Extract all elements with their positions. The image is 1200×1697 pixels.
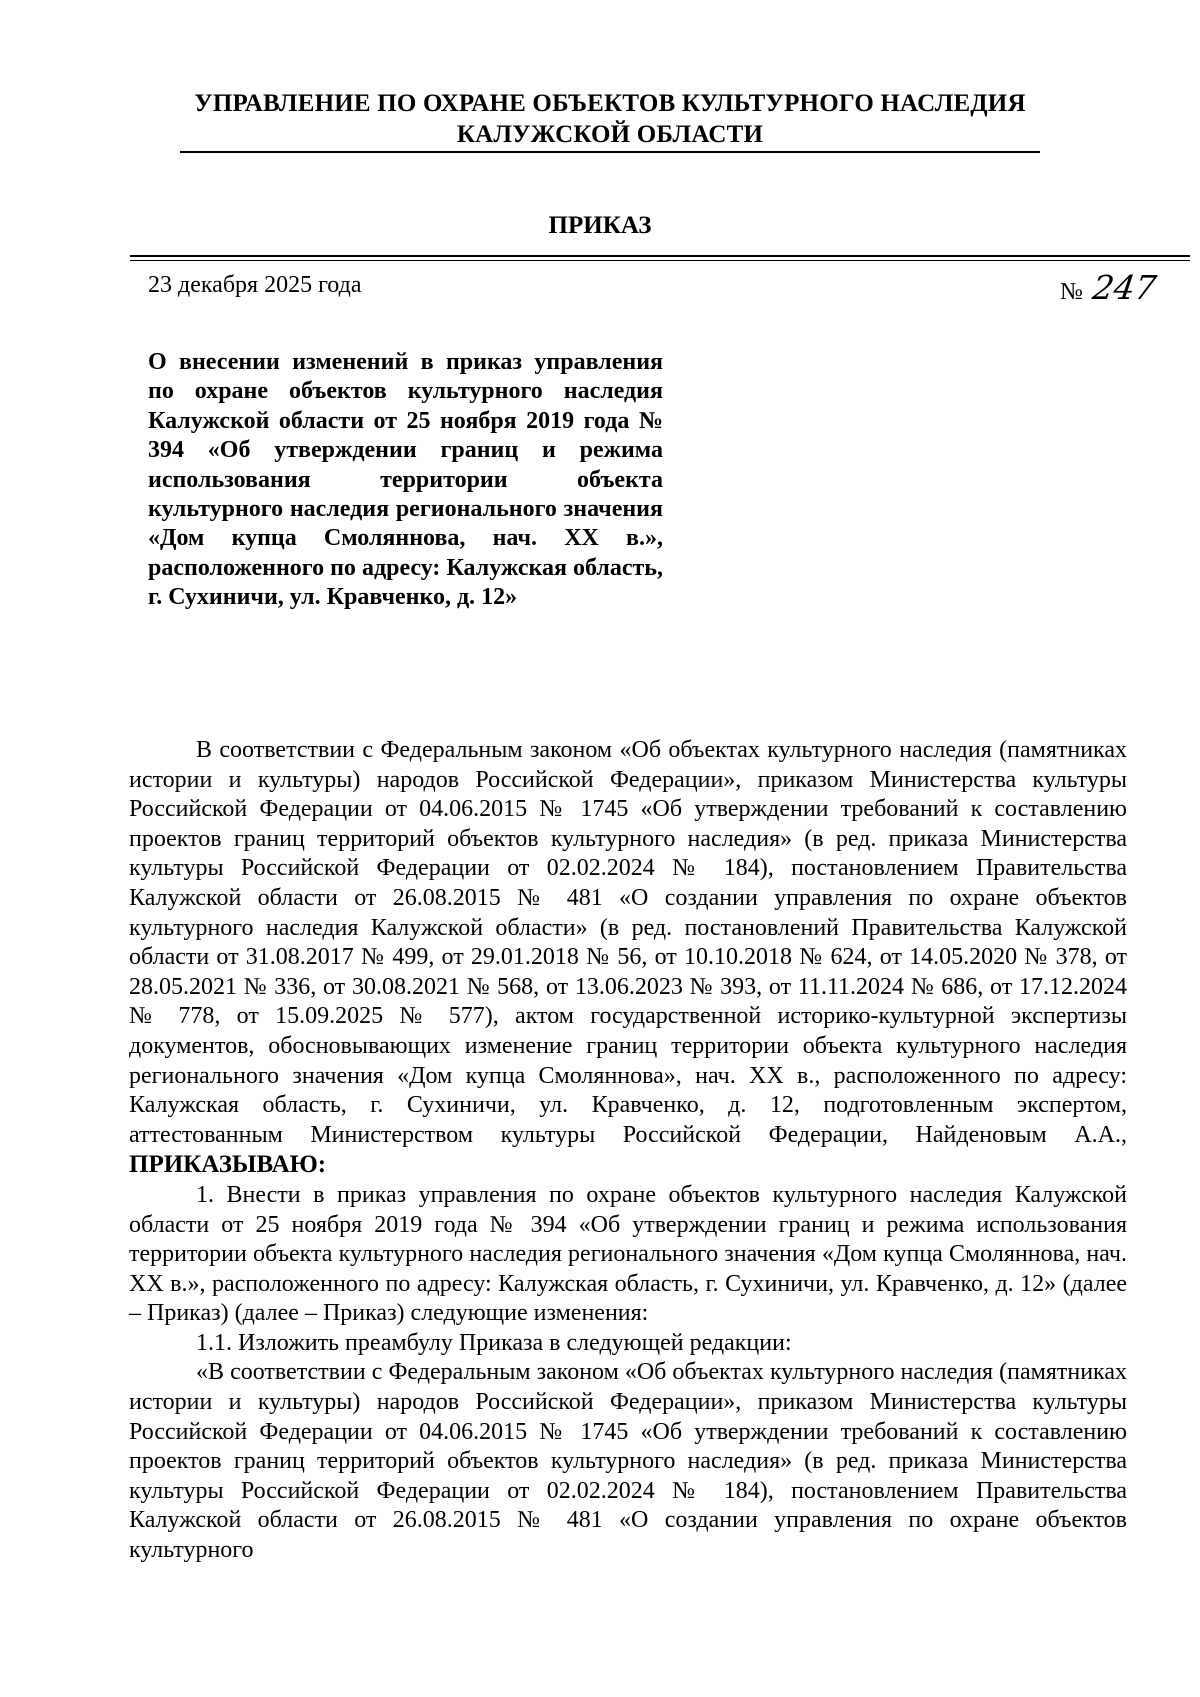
item-1: 1. Внести в приказ управления по охране объектов культурного наследия Калужской области от 25 ноября 2019 года № 394 «Об утверждении границ и режима использования территории объекта культурного наследия регионального значения «Дом купца Смоляннова, нач. XX в.», расположенного по адресу: Калужская область, г. Сухиничи, ул. Кравченко, д. 12» (далее – Приказ) (далее – Приказ) следующие изменения: xyxy=(129,1181,1127,1327)
document-number xyxy=(1060,268,1159,307)
document-title: О внесении изменений в приказ управления по охране объектов культурного наследия Калужской области от 25 ноября 2019 года № 394 «Об утверждении границ и режима использования территории объекта культурного наследия регионального значения «Дом купца Смоляннова, нач. XX в.», расположенного по адресу: Калужская область, г. Сухиничи, ул. Кравченко, д. 12» xyxy=(148,349,663,611)
preamble-paragraph xyxy=(129,736,1127,1181)
preamble-text: В соответствии с Федеральным законом «Об объектах культурного наследия (памятниках истории и культуры) народов Российской Федерации», приказом Министерства культуры Российской Федерации от 04.06.2015 № 1745 «Об утверждении требований к составлению проектов границ территорий объектов культурного наследия» (в ред. приказа Министерства культуры Российской Федерации от 02.02.2024 № 184), постановлением Правительства Калужской области от 26.08.2015 № 481 «О создании управления по охране объектов культурного наследия Калужской области» (в ред. постановлений Правительства Калужской области от 31.08.2017 № 499, от 29.01.2018 № 56, от 10.10.2018 № 624, от 14.05.2020 № 378, от 28.05.2021 № 336, от 30.08.2021 № 568, от 13.06.2023 № 393, от 11.11.2024 № 686, от 17.12.2024 № 778, от 15.09.2025 № 577), актом государственной историко-культурной экспертизы документов, обосновывающих изменение границ территории объекта культурного наследия регионального значения «Дом купца Смоляннова», нач. XX в., расположенного по адресу: Калужская область, г. Сухиничи, ул. Кравченко, д. 12, подготовленным экспертом, аттестованным Министерством культуры Российской Федерации, Найденовым А.А., xyxy=(129,737,1127,1148)
organization-header xyxy=(140,88,1080,153)
organization-name-line1: УПРАВЛЕНИЕ ПО ОХРАНЕ ОБЪЕКТОВ КУЛЬТУРНОГО НАСЛЕДИЯ xyxy=(194,90,1026,117)
organization-name-line2: КАЛУЖСКОЙ ОБЛАСТИ xyxy=(180,120,1040,153)
item-1-1: 1.1. Изложить преамбулу Приказа в следующей редакции: xyxy=(196,1329,792,1356)
header-divider-thin xyxy=(130,260,1190,261)
number-label: № xyxy=(1060,279,1083,305)
document-date: 23 декабря 2025 года xyxy=(148,272,362,298)
document-type: ПРИКАЗ xyxy=(548,212,652,239)
order-word: ПРИКАЗЫВАЮ: xyxy=(129,1151,327,1179)
document-body xyxy=(129,736,1127,1566)
handwritten-number: 247 xyxy=(1090,268,1159,307)
header-divider-thick xyxy=(130,255,1190,257)
quoted-preamble: «В соответствии с Федеральным законом «Об объектах культурного наследия (памятниках истории и культуры) народов Российской Федерации», приказом Министерства культуры Российской Федерации от 04.06.2015 № 1745 «Об утверждении требований к составлению проектов границ территорий объектов культурного наследия» (в ред. приказа Министерства культуры Российской Федерации от 02.02.2024 № 184), постановлением Правительства Калужской области от 26.08.2015 № 481 «О создании управления по охране объектов культурного xyxy=(129,1359,1127,1564)
